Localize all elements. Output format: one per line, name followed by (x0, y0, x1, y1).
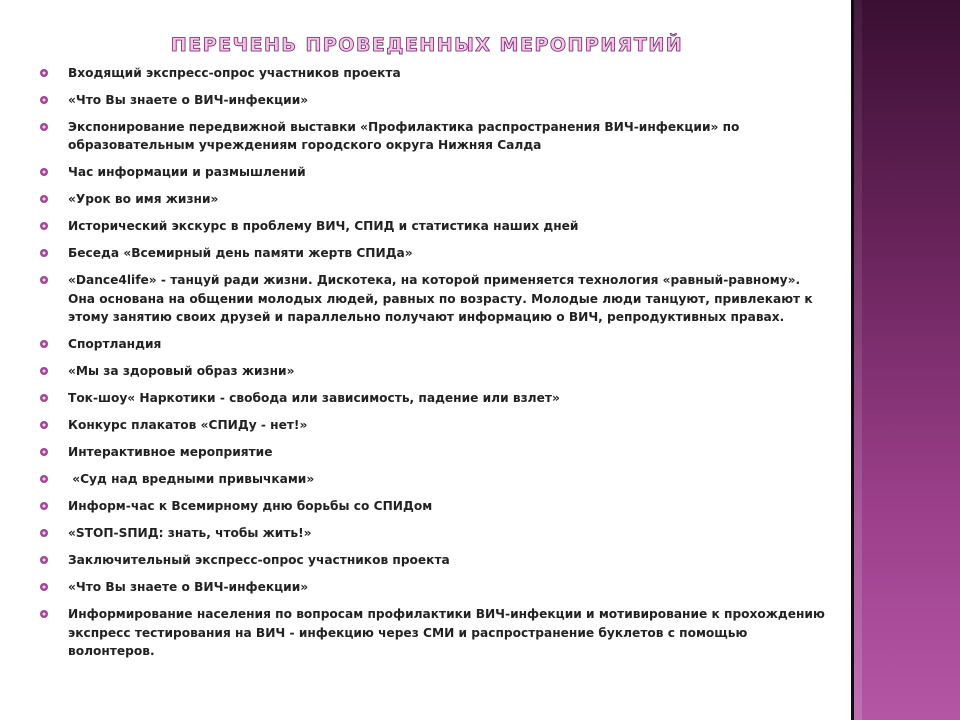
bullet-icon (40, 340, 48, 348)
bullet-icon (40, 69, 48, 77)
list-item (40, 443, 830, 461)
list-item-text: Беседа «Всемирный день памяти жертв СПИДа» (68, 246, 413, 261)
list-item (40, 416, 830, 434)
bullet-icon (40, 448, 48, 456)
list-item (40, 362, 830, 380)
bullet-icon (40, 123, 48, 131)
list-item (40, 91, 830, 109)
list-item-text: «Что Вы знаете о ВИЧ-инфекции» (68, 580, 309, 595)
list-item (40, 244, 830, 262)
decorative-sidebar (854, 0, 960, 720)
bullet-icon (40, 249, 48, 257)
list-item (40, 605, 830, 660)
bullet-icon (40, 583, 48, 591)
bullet-icon (40, 276, 48, 284)
slide-title: ПЕРЕЧЕНЬ ПРОВЕДЕННЫХ МЕРОПРИЯТИЙ (170, 34, 684, 56)
bullet-icon (40, 195, 48, 203)
list-item-text: Конкурс плакатов «СПИДу - нет!» (68, 418, 308, 433)
bullet-icon (40, 168, 48, 176)
bullet-icon (40, 222, 48, 230)
list-item-text: Исторический экскурс в проблему ВИЧ, СПИД и статистика наших дней (68, 219, 579, 234)
list-item (40, 389, 830, 407)
sidebar-highlight (854, 0, 862, 720)
bullet-icon (40, 529, 48, 537)
bullet-icon (40, 96, 48, 104)
list-item-text: Экспонирование передвижной выставки «Профилактика распространения ВИЧ-инфекции» по образовательным учреждениям городского округа Нижняя Салда (68, 120, 740, 153)
list-item-text: Спортландия (68, 337, 162, 352)
list-item-text: Входящий экспресс-опрос участников проекта (68, 66, 401, 80)
bullet-icon (40, 421, 48, 429)
list-item (40, 578, 830, 596)
list-item (40, 271, 830, 326)
bullet-icon (40, 556, 48, 564)
list-item (40, 497, 830, 515)
list-item-text: Интерактивное мероприятие (68, 445, 273, 460)
list-item (40, 217, 830, 235)
list-item-text: «Dance4life» - танцуй ради жизни. Дискотека, на которой применяется технология «равный-равному». Она основана на общении молодых людей, равных по возрасту. Молодые люди танцуют, привлекают к этому занятию своих друзей и параллельно получают информацию о ВИЧ, репродуктивных правах. (68, 273, 813, 325)
list-item (40, 551, 830, 569)
bullet-icon (40, 394, 48, 402)
list-item (40, 190, 830, 208)
list-item (40, 524, 830, 542)
bullet-icon (40, 610, 48, 618)
list-item-text: Информ-час к Всемирному дню борьбы со СПИДом (68, 499, 433, 514)
list-item-text: «Суд над вредными привычками» (68, 472, 315, 487)
list-item-text: «Мы за здоровый образ жизни» (68, 364, 295, 379)
events-list (40, 64, 830, 669)
list-item-text: «STOП-SПИД: знать, чтобы жить!» (68, 526, 312, 541)
list-item-text: Час информации и размышлений (68, 165, 306, 180)
list-item (40, 335, 830, 353)
list-item-text: Информирование населения по вопросам профилактики ВИЧ-инфекции и мотивирование к прохождению экспресс тестирования на ВИЧ - инфекцию через СМИ и распространение буклетов с помощью волонтеров. (68, 607, 825, 659)
list-item-text: «Урок во имя жизни» (68, 192, 219, 207)
list-item-text: Заключительный экспресс-опрос участников проекта (68, 553, 450, 568)
list-item (40, 118, 830, 155)
bullet-icon (40, 502, 48, 510)
list-item-text: «Что Вы знаете о ВИЧ-инфекции» (68, 93, 309, 107)
bullet-icon (40, 475, 48, 483)
list-item (40, 163, 830, 181)
bullet-icon (40, 367, 48, 375)
list-item (40, 64, 830, 82)
list-item (40, 470, 830, 488)
list-item-text: Ток-шоу« Наркотики - свобода или зависимость, падение или взлет» (68, 391, 560, 406)
